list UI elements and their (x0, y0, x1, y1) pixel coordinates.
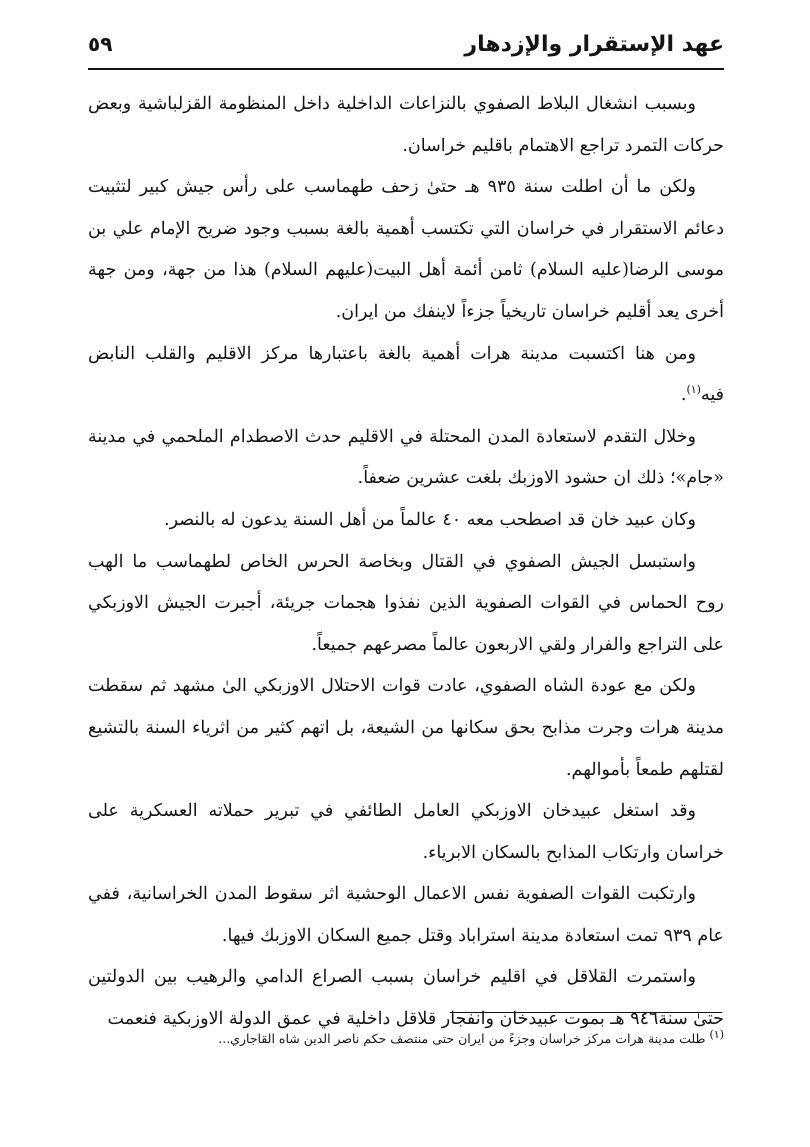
header-divider (88, 68, 724, 70)
paragraph-text: ومن هنا اكتسبت مدينة هرات أهمية بالغة باعتبارها مركز الاقليم والقلب النابض فيه (88, 343, 724, 406)
paragraph: وارتكبت القوات الصفوية نفس الاعمال الوحشية اثر سقوط المدن الخراسانية، ففي عام ٩٣٩ تمت استعادة مدينة استراباد وقتل جميع السكان الاوزبك فيها. (88, 884, 724, 946)
paragraph (88, 334, 724, 417)
page-number: ٥٩ (88, 32, 113, 56)
paragraph: واستمرت القلاقل في اقليم خراسان بسبب الصراع الدامي والرهيب بين الدولتين حتىٰ سنة٩٤٦ هـ بموت عبيدخان وانفجار قلاقل داخلية في عمق الدولة الاوزبكية فنعمت (88, 967, 724, 1030)
paragraph: وبسبب انشغال البلاط الصفوي بالنزاعات الداخلية داخل المنظومة القزلباشية وبعض حركات التمرد تراجع الاهتمام باقليم خراسان. (88, 94, 724, 156)
running-title: عهد الإستقرار والإزدهار (464, 32, 724, 57)
main-text (88, 84, 724, 1041)
footnote-divider (450, 1012, 722, 1013)
paragraph: وقد استغل عبيدخان الاوزبكي العامل الطائفي في تبرير حملاته العسكرية على خراسان وارتكاب المذابح بالسكان الابرياء. (88, 801, 724, 863)
paragraph: واستبسل الجيش الصفوي في القتال وبخاصة الحرس الخاص لطهماسب ما الهب روح الحماس في القوات الصفوية الذين نفذوا هجمات جريئة، أجبرت الجيش الاوزبكي على التراجع والفرار ولقي الاربعون عالماً مصرعهم جميعاً. (88, 551, 724, 655)
page-header (88, 22, 724, 72)
paragraph: ولكن مع عودة الشاه الصفوي، عادت قوات الاحتلال الاوزبكي الىٰ مشهد ثم سقطت مدينة هرات وجرت مذابح بحق سكانها من الشيعة، بل اتهم كثير من اثرياء السنة بالتشيع لقتلهم طمعاً بأموالهم. (88, 676, 724, 780)
paragraph: وخلال التقدم لاستعادة المدن المحتلة في الاقليم حدث الاصطدام الملحمي في مدينة «جام»؛ ذلك ان حشود الاوزبك بلغت عشرين ضعفاً. (88, 426, 724, 489)
footnote (88, 1027, 724, 1048)
paragraph-end: . (680, 385, 687, 406)
footnote-reference[interactable]: (١) (686, 383, 701, 397)
paragraph: وكان عبيد خان قد اصطحب معه ٤٠ عالماً من أهل السنة يدعون له بالنصر. (164, 509, 696, 530)
footnote-marker: (١) (709, 1027, 724, 1041)
paragraph: ولكن ما أن اطلت سنة ٩٣٥ هـ حتىٰ زحف طهماسب على رأس جيش كبير لتثبيت دعائم الاستقرار في خراسان التي تكتسب أهمية بالغة بسبب وجود ضريح الإمام علي بن موسى الرضا(عليه السلام) ثامن أئمة أهل البيت(عليهم السلام) هذا من جهة، ومن جهة أخرى يعد أقليم خراسان تاريخياً جزءاً لاينفك من ايران. (88, 177, 724, 322)
footnote-text: طلت مدينة هرات مركز خراسان وجزءً من ايران حتى منتصف حكم ناصر الدين شاه القاجاري... (218, 1031, 706, 1046)
